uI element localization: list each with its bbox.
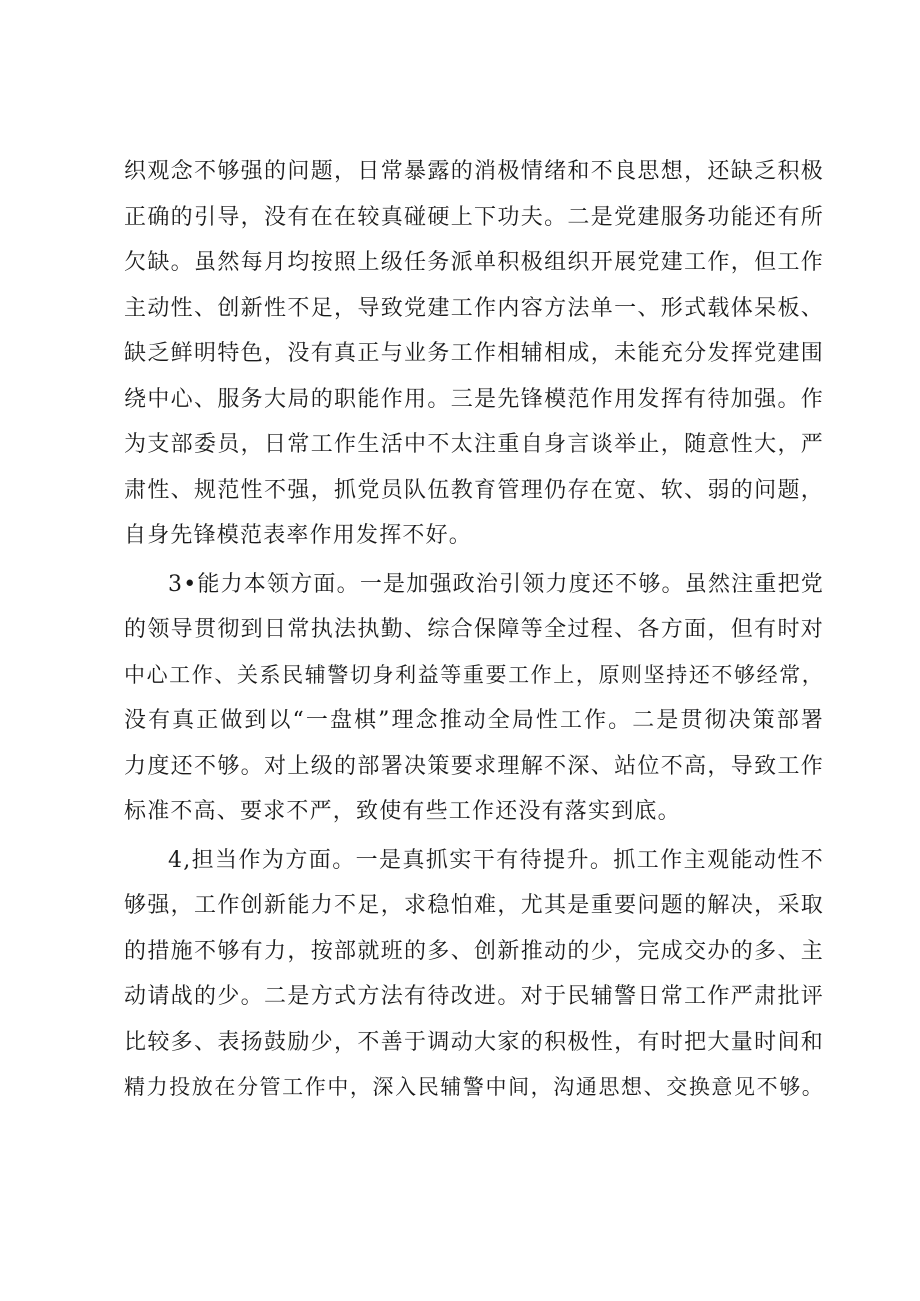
text-line: 中心工作、关系民辅警切身利益等重要工作上，原则坚持还不够经常， — [124, 662, 824, 687]
text-line: 缺乏鲜明特色，没有真正与业务工作相辅相成，未能充分发挥党建围 — [124, 341, 824, 366]
text-line: 的领导贯彻到日常执法执勤、综合保障等全过程、各方面，但有时对 — [124, 617, 824, 642]
text-line: 欠缺。虽然每月均按照上级任务派单积极组织开展党建工作，但工作 — [124, 250, 824, 275]
text-line: 没有真正做到以“一盘棋”理念推动全局性工作。二是贯彻决策部署 — [124, 708, 824, 733]
text-line: 绕中心、服务大局的职能作用。三是先锋模范作用发挥有待加强。作 — [124, 386, 824, 412]
text-line: 动请战的少。二是方式方法有待改进。对于民辅警日常工作严肃批评 — [124, 984, 824, 1009]
text-line: 自身先锋模范表率作用发挥不好。 — [124, 523, 473, 548]
text-line: 4,担当作为方面。一是真抓实干有待提升。抓工作主观能动性不 — [168, 847, 824, 873]
text-line: 正确的引导，没有在在较真碰硬上下功夫。二是党建服务功能还有所 — [124, 204, 824, 230]
paragraph-ability — [124, 562, 824, 835]
text-line: 的措施不够有力，按部就班的多、创新推动的少，完成交办的多、主 — [124, 938, 824, 964]
text-line: 够强，工作创新能力不足，求稳怕难，尤其是重要问题的解决，采取 — [124, 893, 824, 918]
text-line: 肃性、规范性不强，抓党员队伍教育管理仍存在宽、软、弱的问题， — [124, 477, 824, 503]
text-line: 3•能力本领方面。一是加强政治引领力度还不够。虽然注重把党 — [168, 571, 824, 597]
text-line: 织观念不够强的问题，日常暴露的消极情绪和不良思想，还缺乏积极 — [124, 159, 824, 184]
document-body — [124, 149, 824, 1111]
paragraph-organization — [124, 149, 824, 559]
paragraph-responsibility — [124, 838, 824, 1111]
text-line: 主动性、创新性不足，导致党建工作内容方法单一、形式载体呆板、 — [124, 295, 824, 321]
text-line: 标准不高、要求不严，致使有些工作还没有落实到底。 — [124, 799, 681, 824]
text-line: 力度还不够。对上级的部署决策要求理解不深、站位不高，导致工作 — [124, 753, 824, 779]
text-line: 比较多、表扬鼓励少，不善于调动大家的积极性，有时把大量时间和 — [124, 1029, 824, 1055]
text-line: 精力投放在分管工作中，深入民辅警中间，沟通思想、交换意见不够。 — [124, 1075, 824, 1099]
text-line: 为支部委员，日常工作生活中不太注重自身言谈举止，随意性大，严 — [124, 432, 824, 457]
